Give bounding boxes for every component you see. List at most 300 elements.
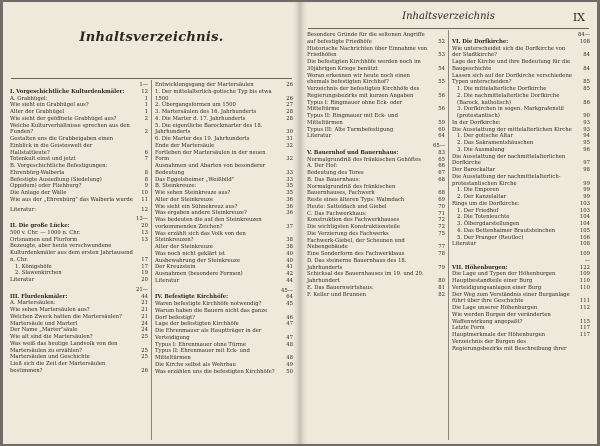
- toc-entry-page: 42: [286, 271, 293, 277]
- toc-entry: [10, 277, 148, 284]
- toc-entry-title: 3. Dorfkirchen in sogen. Markgrafenstil (protestantisch): [457, 106, 564, 119]
- running-header: [312, 11, 585, 25]
- toc-entry: [155, 328, 293, 342]
- toc-entry: [452, 86, 590, 93]
- toc-entry: [452, 292, 590, 306]
- toc-entry-title: Wie unterscheidet sich die Dorfkirche von der Stadtkirche?: [452, 45, 566, 59]
- toc-entry-title: Normalgrundriß des fränkischen Bauernhauses, Fachwerk: [307, 183, 396, 197]
- toc-entry-page: 7: [144, 156, 148, 163]
- toc-entry: [307, 231, 445, 238]
- toc-entry-title: Normalgrundriß des fränkischen Gehöftes: [307, 156, 421, 163]
- toc-entry-page: 72: [438, 224, 445, 230]
- toc-entry-page: 13—20: [135, 216, 148, 229]
- toc-entry-page: 26: [286, 82, 293, 88]
- toc-entry-title: Was bedeuten die auf den Steinkreuzen vorkommenden Zeichen?: [155, 217, 262, 230]
- page-title: Inhaltsverzeichnis.: [79, 30, 224, 45]
- toc-entry: [307, 217, 445, 224]
- toc-entry-page: 33: [286, 176, 293, 183]
- toc-entry-title: Die Lage und Typen der Höhenburgen: [452, 271, 556, 278]
- toc-entry-page: 36: [286, 210, 293, 217]
- toc-entry: [307, 157, 445, 164]
- toc-entry-page: 84: [583, 65, 590, 72]
- toc-entry-title: B. Steinkreuze:: [155, 183, 197, 190]
- toc-entry: [452, 332, 590, 339]
- toc-entry: [155, 123, 293, 137]
- toc-entry: [155, 369, 293, 376]
- toc-entry: [307, 127, 445, 134]
- header-rule: [308, 28, 589, 29]
- toc-entry: [155, 251, 293, 258]
- toc-entry-page: 68: [438, 176, 445, 183]
- toc-entry-title: 5. Die eigentliche Barockmarter des 18. Jahrhunderts: [155, 122, 263, 136]
- toc-entry-title: Oppidum) oder Fliehburg?: [10, 183, 82, 190]
- toc-entry: [155, 143, 293, 150]
- toc-entry-page: 2: [144, 129, 148, 136]
- toc-column-right: [151, 80, 296, 440]
- toc-entry-title: Entwicklungsgang der Martersäulen: [155, 82, 254, 88]
- toc-entry: [10, 314, 148, 321]
- toc-entry: [307, 251, 445, 258]
- toc-entry: [452, 339, 590, 353]
- toc-entry-title: 3. Ölbergdarstellungen: [457, 221, 520, 227]
- toc-entry-page: 2: [144, 115, 148, 122]
- toc-entry: [452, 214, 590, 221]
- toc-entry: [452, 59, 590, 73]
- toc-entry-page: 64: [438, 133, 445, 140]
- toc-entry-page: 32: [286, 142, 293, 149]
- toc-entry-title: 5. Der Pranger (Reutloc): [457, 234, 524, 241]
- toc-entry: [155, 210, 293, 217]
- toc-entry-title: Was noch nicht geklärt ist: [155, 250, 225, 257]
- toc-section-heading: [307, 143, 445, 157]
- toc-entry-title: A. Martersäulen:: [10, 300, 56, 307]
- toc-column-left: [304, 30, 448, 440]
- toc-entry: [10, 237, 148, 244]
- toc-entry-title: 4. Das Bettenhaimer Brautsteinchen: [457, 227, 556, 234]
- toc-entry: [452, 133, 590, 140]
- toc-entry-title: Der Weg zum Verständnis einer Burganlage führt über ihre Geschichte: [452, 291, 570, 305]
- toc-entry: [452, 93, 590, 107]
- page-number: IX: [572, 11, 585, 24]
- toc-entry-page: 13: [141, 236, 148, 243]
- toc-entry-title: 2. Übergangsformen um 1500: [155, 102, 236, 109]
- toc-entry-page: 41: [286, 264, 293, 271]
- toc-entry-page: 53: [438, 52, 445, 59]
- toc-entry: [10, 243, 148, 263]
- toc-entry-title: Was ergaben andere Steinkreuze?: [155, 210, 247, 217]
- toc-entry-title: Verzeichnis der befestigten Kirchhöfe des Regierungsbezirks mit kurzen Angaben: [307, 86, 420, 99]
- toc-entry-title: Ließ sich die Zeit der Martersäulen bestimmen?: [10, 361, 106, 374]
- toc-entry-title: Rings um die Dorfkirche:: [452, 200, 520, 207]
- toc-entry-page: 12: [141, 206, 148, 213]
- toc-entry-title: E. Das Bauernwirtshaus:: [307, 284, 374, 291]
- toc-entry-page: 72: [438, 217, 445, 224]
- open-book: [3, 2, 597, 444]
- toc-entry-page: 104: [579, 221, 590, 227]
- right-page: [300, 2, 597, 444]
- toc-entry-page: 52: [438, 38, 445, 45]
- toc-entry: [155, 102, 293, 109]
- toc-entry: [307, 285, 445, 292]
- toc-entry-page: 108: [579, 241, 590, 248]
- toc-entry: [10, 156, 148, 163]
- toc-entry-title: Wie sieht der geöffnete Grabhügel aus?: [10, 115, 117, 122]
- toc-columns: [7, 80, 296, 440]
- toc-entry-page: 40: [286, 250, 293, 257]
- toc-entry-page: 103: [579, 200, 590, 207]
- toc-entry-page: 37: [286, 223, 293, 230]
- toc-entry: [155, 163, 293, 177]
- toc-entry-title: Wie sieht ein Sühnekreuz aus?: [155, 203, 238, 210]
- toc-entry-title: 2. Slawenkirchen: [15, 270, 62, 277]
- toc-entry-title: Die Ehrenmauer als Hauptträger in der Verteidigung: [155, 328, 262, 341]
- toc-entry: [155, 342, 293, 349]
- toc-entry-page: 94: [583, 133, 590, 140]
- toc-entry-page: 85: [583, 79, 590, 86]
- toc-entry: [155, 217, 293, 231]
- toc-entry-page: 21—44: [135, 286, 148, 300]
- toc-entry-title: Literatur: [452, 241, 477, 248]
- toc-entry-title: Was weiß das heutige Landvolk von den Martersäulen zu erzählen?: [10, 340, 118, 354]
- toc-entry-page: 1: [144, 95, 148, 102]
- toc-entry-page: 80: [438, 278, 445, 284]
- toc-entry-title: 1. Königshöfe: [15, 263, 52, 270]
- toc-entry: [307, 238, 445, 252]
- toc-entry: [155, 190, 293, 197]
- toc-entry-page: 47: [286, 334, 293, 341]
- toc-entry-page: 56: [438, 92, 445, 99]
- toc-entry-title: Das Eggolsheimer „Weißbild": [155, 176, 235, 183]
- toc-entry: [307, 113, 445, 127]
- toc-entry: [452, 46, 590, 60]
- toc-entry-page: 105: [579, 227, 590, 234]
- toc-entry-title: Fortleben der Martersäulen in der neuen Form: [155, 149, 266, 163]
- toc-entry-page: 97: [583, 160, 590, 167]
- toc-entry-title: Die Verzierung des Fachwerks: [307, 230, 389, 237]
- toc-section-heading: [452, 32, 590, 46]
- toc-entry-title: Ausbewahrung der Steinkreuze: [155, 257, 240, 264]
- left-page: [3, 2, 300, 444]
- toc-entry-page: 69: [438, 197, 445, 203]
- toc-entry-page: 54: [438, 65, 445, 72]
- toc-entry: [10, 190, 148, 197]
- toc-entry-page: 26: [141, 367, 148, 374]
- toc-entry: [452, 201, 590, 208]
- toc-entry-title: Ortsnamen und Flurform: [10, 236, 78, 243]
- toc-entry: [155, 116, 293, 123]
- toc-entry-title: Literatur: [307, 133, 332, 140]
- toc-entry-page: 110: [579, 278, 590, 284]
- toc-entry-page: 111: [579, 298, 590, 305]
- toc-entry-page: 95: [583, 140, 590, 146]
- toc-entry-title: A. Grabhügel:: [10, 95, 48, 102]
- toc-entry: [10, 102, 148, 109]
- toc-entry-title: VII. Höhenburgen:: [452, 264, 508, 271]
- toc-entry-title: Verzeichnis der Burgen des Regierungsbezirks mit Beschreibung ihrer: [452, 338, 567, 352]
- toc-entry: [452, 187, 590, 194]
- toc-entry-page: 59: [438, 119, 445, 126]
- toc-entry: [307, 163, 445, 170]
- toc-entry-title: 1. Die mittelalterliche Dorfkirche: [457, 86, 547, 92]
- toc-entry: [10, 307, 148, 314]
- toc-entry: [452, 167, 590, 174]
- toc-entry-title: Die Kirche selbst als Wehrbau: [155, 361, 236, 368]
- toc-entry: [10, 300, 148, 307]
- toc-entry: [10, 230, 148, 237]
- toc-entry-title: Hauptmerkmale der Höhenburgen: [452, 332, 546, 338]
- toc-entry: [155, 177, 293, 184]
- toc-entry-title: Die Ausstattung der nachmittelalterlich-protestantischen Kirche: [452, 173, 561, 187]
- toc-entry-title: F. Keller und Brunnen: [307, 291, 367, 298]
- toc-entry-title: 500 v. Chr. — 1000 n. Chr.: [10, 229, 81, 236]
- toc-entry-page: 38: [286, 237, 293, 244]
- toc-entry-title: Alter der Steinkreuze: [155, 244, 213, 250]
- toc-entry-title: B. Vorgeschichtliche Befestigungen: Ehrenbürg-Walberla: [10, 163, 108, 176]
- toc-entry: [307, 204, 445, 211]
- toc-entry-page: 11: [141, 196, 148, 203]
- toc-entry-title: Alter der Grabhügel: [10, 109, 65, 115]
- toc-entry-title: V. Bauernhof und Bauernhaus:: [307, 149, 399, 156]
- toc-entry-title: Gestalten uns die Grabbeigaben einen Einblick in die Geisteswelt der Hallstattleute?: [10, 136, 114, 156]
- toc-entry: [307, 73, 445, 87]
- toc-entry-page: 110: [579, 284, 590, 291]
- toc-entry-title: Schicksal des Bauernhauses im 19. und 20. Jahrhundert: [307, 271, 424, 284]
- toc-entry: [155, 89, 293, 103]
- toc-entry-page: 31: [286, 136, 293, 142]
- toc-entry: [307, 59, 445, 73]
- toc-entry-title: Befestigte Ausiedlung (Siedelung): [10, 176, 102, 183]
- toc-entry-title: 2. Das Sakramentshäuschen: [457, 140, 534, 146]
- toc-entry-page: 60: [438, 126, 445, 133]
- toc-entry-title: Typus II: Ehrenmauer mit Eck- und Mitteltürmen: [155, 348, 250, 361]
- toc-entry-page: 85: [583, 86, 590, 92]
- toc-entry-page: 27: [286, 102, 293, 109]
- toc-entry-title: Lassen sich auf der Dorfkirche verschiedene Typen unterscheiden?: [452, 72, 572, 86]
- toc-entry: [307, 271, 445, 285]
- toc-entry: [452, 73, 590, 87]
- toc-entry: [155, 231, 293, 245]
- toc-entry: [10, 327, 148, 334]
- toc-entry-page: 13: [141, 229, 148, 236]
- toc-entry-title: Alter der Steinkreuze: [155, 196, 213, 203]
- toc-entry-title: 4. Die Marter d. 17. Jahrhunderts: [155, 115, 246, 122]
- toc-entry: [452, 120, 590, 127]
- toc-entry: [307, 133, 445, 140]
- toc-entry: [155, 109, 293, 116]
- toc-entry: [155, 82, 293, 89]
- toc-entry-page: 20: [141, 277, 148, 283]
- toc-entry: [155, 244, 293, 251]
- toc-entry-title: 3. Die Ausmalung: [457, 146, 505, 153]
- toc-entry-page: 104: [579, 214, 590, 221]
- toc-entry-title: Die Anlage der Wälle: [10, 190, 67, 196]
- toc-entry-title: VI. Die Dorfkirche:: [452, 38, 509, 45]
- toc-entry-page: 56: [438, 106, 445, 113]
- toc-entry-title: Besondere Gründe für die seltenen Angriffe auf befestigte Friedhöfe: [307, 32, 425, 45]
- toc-entry-page: 112: [579, 305, 590, 311]
- toc-entry-page: 93: [583, 119, 590, 126]
- toc-entry-title: In der Dorfkirche:: [452, 119, 501, 126]
- toc-entry-page: 40: [286, 257, 293, 264]
- toc-entry-page: 45: [286, 301, 293, 307]
- toc-entry-title: Ausnahmen (besondere Formen): [155, 271, 243, 277]
- toc-entry: [307, 177, 445, 184]
- toc-entry-page: 8: [144, 176, 148, 183]
- toc-entry-page: 44: [286, 277, 293, 284]
- toc-entry-page: 117: [579, 325, 590, 332]
- toc-entry: [10, 116, 148, 123]
- toc-entry-title: Hauptbestandteile einer Burg: [452, 278, 533, 284]
- toc-entry-page: 25: [141, 347, 148, 354]
- toc-entry-page: 99: [583, 187, 590, 194]
- toc-column-left: [7, 80, 151, 440]
- toc-entry-page: 36: [286, 203, 293, 210]
- toc-entry-page: 21: [141, 313, 148, 320]
- toc-column-right: [448, 30, 593, 440]
- toc-entry: [10, 163, 148, 177]
- toc-entry-title: 3. Martersäulen des 16. Jahrhunderts: [155, 109, 257, 115]
- toc-entry-page: 49: [286, 361, 293, 368]
- toc-entry-page: 109—122: [579, 251, 590, 271]
- toc-entry-title: 2. Der Kanzelaltar: [457, 194, 507, 200]
- toc-entry-title: Konstruktion des Fachwerkhauses: [307, 217, 400, 224]
- toc-entry-title: Wie sehen Steinkreuze aus?: [155, 190, 231, 196]
- toc-entry-title: Literatur: [155, 277, 180, 284]
- toc-entry-page: 24: [141, 320, 148, 327]
- toc-entry-title: Die befestigten Kirchhöfe werden noch im 30jährigen Kriege benützt: [307, 59, 421, 72]
- toc-columns: [304, 30, 593, 440]
- toc-entry: [10, 183, 148, 190]
- toc-entry-title: Martersäule und Marterl: [10, 320, 78, 327]
- toc-entry-title: Wie werden Burgen der veränderten Waffenwirkung angepaßt?: [452, 311, 551, 325]
- toc-entry: [155, 136, 293, 143]
- toc-entry-title: Wie sehen Martersäulen aus?: [10, 307, 90, 313]
- toc-entry-page: 48: [286, 355, 293, 361]
- toc-entry-title: Eine Sonderform des Fachwerkbaus: [307, 251, 405, 257]
- toc-entry-page: 9: [144, 183, 148, 190]
- toc-entry: [307, 100, 445, 114]
- toc-entry: [155, 271, 293, 278]
- toc-entry-title: Was erzählen uns die befestigten Kirchhöfe?: [155, 368, 275, 375]
- toc-entry: [452, 325, 590, 332]
- toc-entry-title: Literatur:: [10, 206, 37, 213]
- toc-entry-page: 6: [144, 149, 148, 156]
- toc-entry: [307, 292, 445, 299]
- toc-section-heading: [10, 216, 148, 230]
- toc-entry-title: Die Ausstattung der mittelalterlichen Kirche: [452, 126, 572, 133]
- toc-entry: [155, 258, 293, 265]
- toc-entry: [307, 184, 445, 198]
- toc-entry: [155, 197, 293, 204]
- toc-entry-title: Totenkult einst und jetzt: [10, 156, 76, 163]
- toc-entry-title: Ausnahmen und Abarten von besonderer Bedeutung: [155, 163, 266, 176]
- toc-entry: [452, 271, 590, 278]
- toc-entry-page: 98: [583, 167, 590, 173]
- toc-entry: [155, 150, 293, 164]
- toc-entry: [155, 183, 293, 190]
- toc-entry-title: Warum haben die Bauern nicht das ganze Dorf befestigt?: [155, 307, 268, 321]
- toc-entry-title: Heute: Satteldach und Giebel: [307, 203, 387, 210]
- toc-entry: [307, 197, 445, 204]
- toc-entry-page: 67: [438, 170, 445, 176]
- toc-entry-page: 17: [141, 256, 148, 263]
- toc-entry-title: Lage der befestigten Kirchhöfe: [155, 321, 239, 328]
- toc-entry-title: Der Name „Marter"säule: [10, 327, 78, 334]
- toc-entry-title: Letzte Form: [452, 325, 485, 332]
- toc-entry: [10, 123, 148, 137]
- toc-entry-page: 35: [286, 183, 293, 190]
- toc-entry: [452, 241, 590, 248]
- toc-entry: [307, 170, 445, 177]
- toc-entry-page: 77: [438, 244, 445, 251]
- toc-entry-page: 65—83: [432, 143, 445, 156]
- toc-entry-page: 109: [579, 271, 590, 278]
- toc-entry-page: 10: [141, 190, 148, 196]
- toc-entry-title: Typus III: Alte Turmbefestigung: [307, 126, 394, 133]
- toc-entry-page: 78: [438, 251, 445, 257]
- toc-entry-page: 71: [438, 210, 445, 217]
- toc-entry-title: II. Die große Lücke:: [10, 223, 70, 229]
- toc-entry-title: 2. Die Totenleuchte: [457, 214, 510, 221]
- toc-entry-page: 46: [286, 314, 293, 321]
- toc-entry: [10, 354, 148, 361]
- title-rule: [11, 78, 292, 79]
- toc-entry-page: 55: [438, 79, 445, 86]
- toc-entry: [155, 204, 293, 211]
- toc-entry-page: 24: [141, 327, 148, 334]
- toc-entry-page: 21: [141, 307, 148, 313]
- toc-entry-title: Literatur: [10, 277, 35, 283]
- toc-entry: [10, 136, 148, 156]
- toc-entry: [307, 258, 445, 272]
- toc-entry-title: Welche Kulturverhältnisse sprechen aus den Funden?: [10, 122, 130, 136]
- toc-entry: [452, 221, 590, 228]
- toc-entry: [10, 264, 148, 271]
- toc-entry: [155, 264, 293, 271]
- toc-entry-title: 1. Der Friedhof: [457, 207, 499, 214]
- toc-entry-page: 90: [583, 113, 590, 119]
- toc-entry-title: III. Flurdenkmäler:: [10, 293, 68, 300]
- toc-entry-title: 2. Die nachmittelalterliche Dorfkirche (Barock, katholisch): [457, 92, 560, 106]
- toc-entry-title: IV. Befestigte Kirchhöfe:: [155, 294, 229, 301]
- toc-entry-title: Welchen Zweck hatten die Martersäulen?: [10, 313, 122, 320]
- toc-entry: [452, 278, 590, 285]
- toc-entry-title: Woran erkennen wir heute noch einen ehemals befestigten Kirchhof?: [307, 72, 410, 86]
- toc-entry: [452, 208, 590, 215]
- toc-entry-page: 30: [286, 129, 293, 136]
- toc-entry-page: 26: [286, 95, 293, 102]
- toc-entry-page: 103: [579, 207, 590, 214]
- toc-entry: [452, 285, 590, 292]
- toc-entry-title: 1. Der mittelalterlich-gotische Typ bis etwa 1500: [155, 88, 272, 102]
- toc-entry-page: 75: [438, 230, 445, 237]
- toc-entry-title: C. Das Fachwerkhaus:: [307, 210, 367, 217]
- toc-entry: [452, 228, 590, 235]
- toc-entry: [10, 361, 148, 375]
- toc-entry-page: 38: [286, 244, 293, 250]
- toc-entry-title: Ende der Martersäule: [155, 142, 215, 149]
- toc-entry-page: 36: [286, 196, 293, 203]
- toc-entry-page: 21: [141, 300, 148, 307]
- toc-entry-page: 93: [583, 126, 590, 133]
- toc-entry-title: Was erzählt sich das Volk von den Steinkreuzen?: [155, 230, 246, 244]
- toc-entry-page: 17: [141, 263, 148, 270]
- toc-entry-page: 84—108: [577, 32, 590, 45]
- toc-entry-page: 19: [141, 270, 148, 277]
- toc-entry-page: 1—12: [139, 82, 148, 95]
- toc-entry: [307, 46, 445, 60]
- toc-entry: [10, 197, 148, 204]
